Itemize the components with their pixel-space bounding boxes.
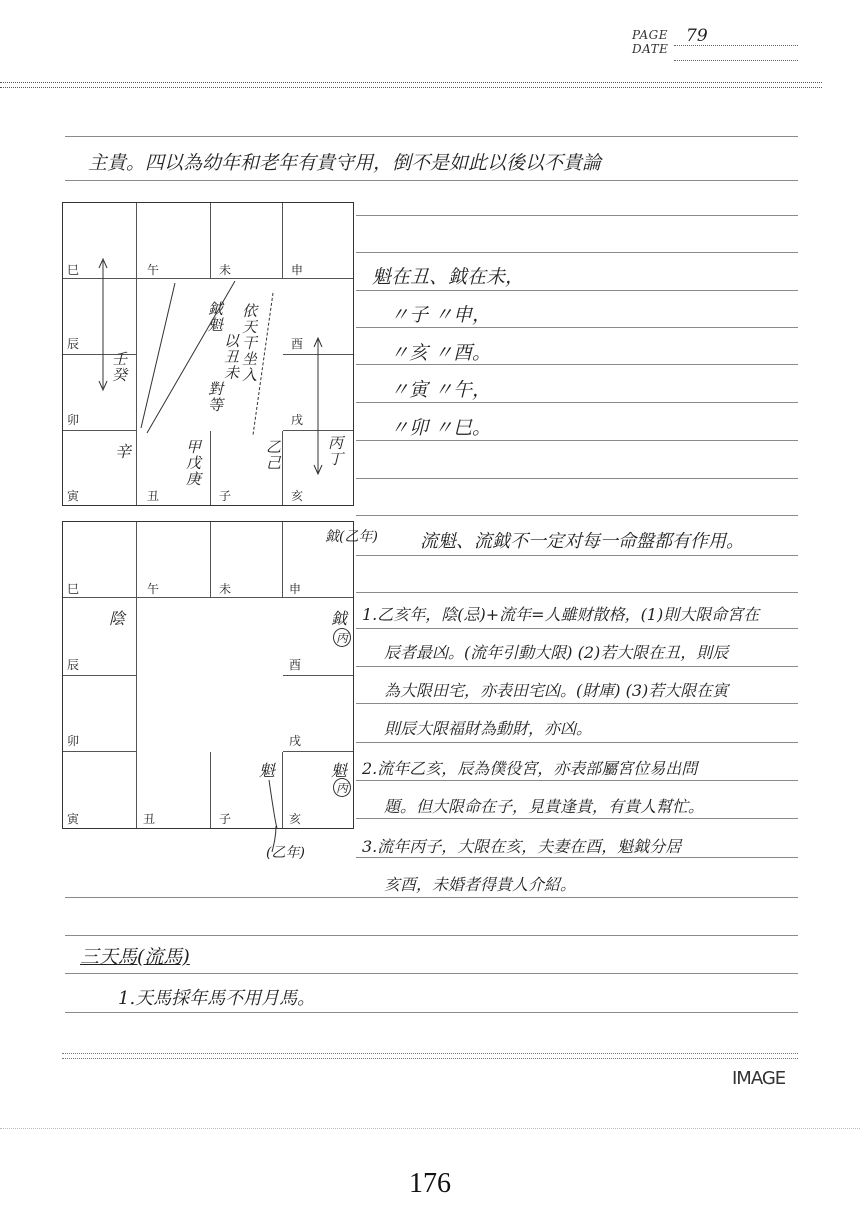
ruled-line [356,818,798,819]
page-date-header [632,28,668,56]
ruled-line [356,742,798,743]
ruled-line [356,515,798,516]
chart2-text-p2b: 題。但大限命在子，見貴逢貴，有貴人幫忙。 [384,797,705,816]
chart1-text-line: 〃卯 〃巳。 [390,417,492,439]
branch-label: 辰 [67,658,80,672]
branch-label: 寅 [67,812,80,826]
chart2-pointer [63,522,353,828]
ruled-line [356,703,798,704]
branch-label: 卯 [67,413,80,427]
chart1-note-xin: 辛 [115,442,132,461]
chart2-text-p1c: 為大限田宅，亦表田宅凶。(財庫) (3)若大限在寅 [384,681,729,700]
ruled-line [356,592,798,593]
chart2-kui-mid: 魁 [259,761,276,780]
chart1-text-line: 魁在丑、鉞在未， [372,266,525,288]
section-title: 三天馬(流馬) [80,946,190,968]
chart2-text-p1a: 1.乙亥年，陰(忌)+流年=人雖财散格，(1)則大限命宮在 [362,605,760,624]
chart2-yue-sub: 丙 [333,628,351,647]
ruled-line [356,252,798,253]
scan-edge-line [0,1128,860,1129]
branch-label: 酉 [289,658,302,672]
ruled-line [356,402,798,403]
bottom-decorative-rule [62,1053,798,1059]
chart2-text-p2a: 2.流年乙亥，辰為僕役宮，亦表部屬宮位易出問 [362,759,698,778]
chart1-note-jia-wu-geng: 甲戊庚 [184,439,202,487]
chart2-yue-label: 鉞 [331,609,348,628]
ruled-line [356,440,798,441]
branch-label: 未 [219,263,232,277]
chart2-kui-right: 魁 [331,761,348,780]
chart2-bottom-note: (乙年) [266,845,305,861]
chart1-arrows [63,203,353,505]
branch-label: 未 [219,582,232,596]
chart1-note-yi-ji: 乙己 [264,439,282,471]
chart1-note-yue-kui: 鉞魁 [206,301,224,333]
ruled-line [356,215,798,216]
branch-label: 酉 [291,337,304,351]
brand-logo: IMAGE [732,1068,786,1089]
chart1-note-chou-wei: 以丑未 [222,333,240,381]
chart2-text-p3b: 亥酉，未婚者得貴人介紹。 [384,875,577,894]
ruled-line [356,628,798,629]
ruled-line [65,935,798,936]
chart2-text-p3a: 3.流年丙子，大限在亥，夫妻在酉，魁鉞分居 [362,837,682,856]
chart2-text-p1d: 則辰大限福財為動財，亦凶。 [384,719,593,738]
chart2-text-line1: 流魁、流鉞不一定对每一命盤都有作用。 [420,531,744,552]
chart2-yin-label: 陰 [109,609,126,628]
intro-line: 主貴。四以為幼年和老年有貴守用，倒不是如此以後以不貴論 [88,152,602,174]
branch-label: 戌 [291,413,304,427]
section-item-1: 1.天馬採年馬不用月馬。 [118,988,316,1009]
branch-label: 子 [219,489,232,503]
ruled-line [356,290,798,291]
handwritten-page-number: 79 [686,26,708,46]
ruled-line [65,136,798,137]
chart1-text-line: 〃子 〃申， [390,304,492,326]
chart1-text-line: 〃寅 〃午， [390,379,492,401]
ruled-line [356,555,798,556]
branch-label: 亥 [291,489,304,503]
page-label: PAGE [632,28,668,42]
chart-1-grid [62,202,354,506]
ruled-line [356,780,798,781]
date-line [674,60,798,61]
chart2-top-note: 鉞(乙年) [325,529,378,545]
ruled-line [356,327,798,328]
chart-2-grid [62,521,354,829]
branch-label: 巳 [67,582,80,596]
chart1-note-dui: 對等 [206,381,224,413]
branch-label: 午 [147,582,160,596]
chart2-text-p1b: 辰者最凶。(流年引動大限) (2)若大限在丑，則辰 [384,643,729,662]
top-decorative-rule [0,82,822,88]
date-label: DATE [632,42,669,56]
branch-label: 卯 [67,734,80,748]
ruled-line [356,857,798,858]
branch-label: 申 [291,263,304,277]
ruled-line [356,478,798,479]
branch-label: 寅 [67,489,80,503]
ruled-line [65,180,798,181]
branch-label: 子 [219,812,232,826]
chart1-note-tiangan: 依天干坐入 [240,303,258,383]
ruled-line [65,897,798,898]
branch-label: 午 [147,263,160,277]
ruled-line [65,973,798,974]
page-number: 176 [409,1168,451,1199]
branch-label: 丑 [143,812,156,826]
branch-label: 申 [289,582,302,596]
branch-label: 亥 [289,812,302,826]
ruled-line [65,1012,798,1013]
chart2-kui-sub: 丙 [333,778,351,797]
branch-label: 巳 [67,263,80,277]
branch-label: 辰 [67,337,80,351]
ruled-line [356,666,798,667]
chart1-text-line: 〃亥 〃酉。 [390,342,492,364]
chart1-note-ren-gui: 壬癸 [110,351,128,383]
branch-label: 丑 [147,489,160,503]
chart1-note-bing-ding: 丙丁 [326,435,344,467]
branch-label: 戌 [289,734,302,748]
